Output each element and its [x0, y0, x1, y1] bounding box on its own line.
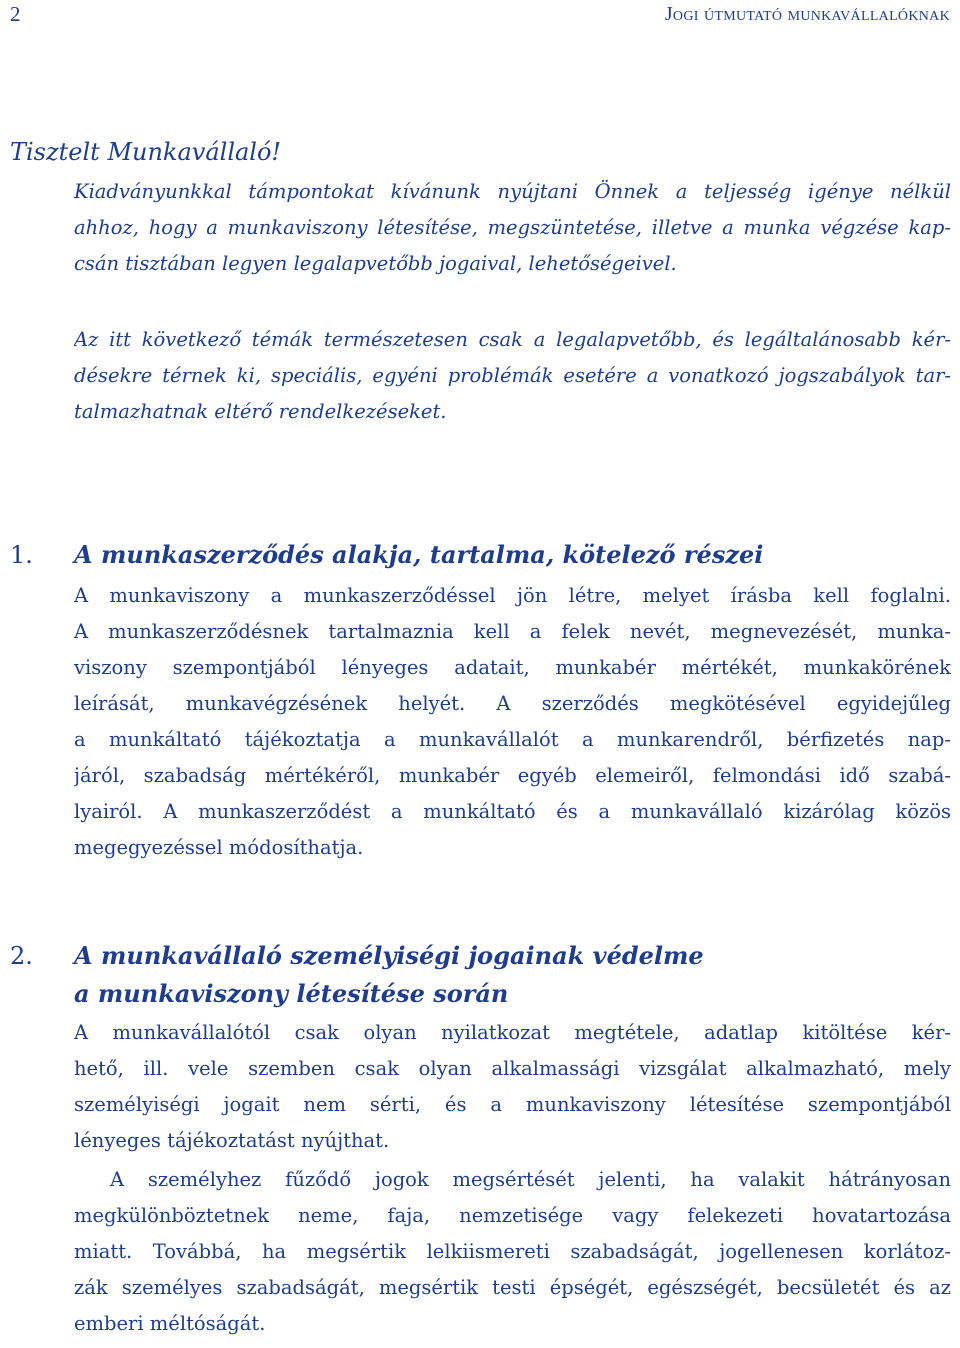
intro-line: ahhoz, hogy a munkaviszony létesítése, megszüntetése, illetve a munka végzése kap- — [74, 216, 951, 239]
running-header-title: Jogi útmutató munkavállalóknak — [664, 3, 950, 25]
section-1-line: megegyezéssel módosíthatja. — [74, 836, 364, 859]
section-2-paragraph-1 — [74, 1015, 951, 1159]
section-1-title — [74, 536, 763, 574]
greeting-heading: Tisztelt Munkavállaló! — [10, 138, 282, 166]
intro-line: Kiadványunkkal támpontokat kívánunk nyújtani Önnek a teljesség igénye nélkül — [74, 180, 951, 203]
section-1-line: járól, szabadság mértékéről, munkabér egyéb elemeiről, felmondási idő szabá- — [74, 764, 951, 787]
intro-line: csán tisztában legyen legalapvetőbb jogaival, lehetőségeivel. — [74, 252, 677, 275]
section-2-title-line: a munkaviszony létesítése során — [74, 979, 509, 1008]
section-2-line: emberi méltóságát. — [74, 1312, 266, 1335]
page-number: 2 — [10, 2, 21, 26]
intro2-line: désekre térnek ki, speciális, egyéni problémák esetére a vonatkozó jogszabályok tar- — [74, 364, 951, 387]
section-2-number: 2. — [10, 942, 33, 970]
section-1-line: lyairól. A munkaszerződést a munkáltató és a munkavállaló kizárólag közös — [74, 800, 951, 823]
section-2-line: A munkavállalótól csak olyan nyilatkozat megtétele, adatlap kitöltése kér- — [74, 1021, 951, 1044]
section-2-title-line: A munkavállaló személyiségi jogainak védelme — [74, 941, 704, 970]
intro2-line: Az itt következő témák természetesen csak a legalapvetőbb, és legáltalánosabb kér- — [74, 328, 951, 351]
section-2-title — [74, 937, 704, 1013]
section-1-line: leírását, munkavégzésének helyét. A szerződés megkötésével egyidejűleg — [74, 692, 951, 715]
intro2-line: talmazhatnak eltérő rendelkezéseket. — [74, 400, 447, 423]
section-2-paragraph-2 — [74, 1162, 951, 1342]
section-1-line: A munkaszerződésnek tartalmaznia kell a felek nevét, megnevezését, munka- — [74, 620, 951, 643]
section-1-line: A munkaviszony a munkaszerződéssel jön létre, melyet írásba kell foglalni. — [74, 584, 951, 607]
section-2-line: megkülönböztetnek neme, faja, nemzetisége vagy felekezeti hovatartozása — [74, 1204, 951, 1227]
section-1-title-line: A munkaszerződés alakja, tartalma, kötelező részei — [74, 540, 764, 569]
section-2-line: zák személyes szabadságát, megsértik testi épségét, egészségét, becsületét és az — [74, 1276, 951, 1299]
section-1-paragraph — [74, 578, 951, 866]
section-1-line: a munkáltató tájékoztatja a munkavállalót a munkarendről, bérfizetés nap- — [74, 728, 951, 751]
section-2-line: lényeges tájékoztatást nyújthat. — [74, 1129, 390, 1152]
section-1-number: 1. — [10, 541, 33, 569]
intro-paragraph — [74, 174, 951, 282]
section-2-line: A személyhez fűződő jogok megsértését jelenti, ha valakit hátrányosan — [110, 1168, 951, 1191]
section-1-line: viszony szempontjából lényeges adatait, munkabér mértékét, munkakörének — [74, 656, 951, 679]
section-2-line: személyiségi jogait nem sérti, és a munkaviszony létesítése szempontjából — [74, 1093, 951, 1116]
section-2-line: hető, ill. vele szemben csak olyan alkalmassági vizsgálat alkalmazható, mely — [74, 1057, 951, 1080]
intro-paragraph-2 — [74, 322, 951, 430]
section-2-line: miatt. Továbbá, ha megsértik lelkiismereti szabadságát, jogellenesen korlátoz- — [74, 1240, 951, 1263]
